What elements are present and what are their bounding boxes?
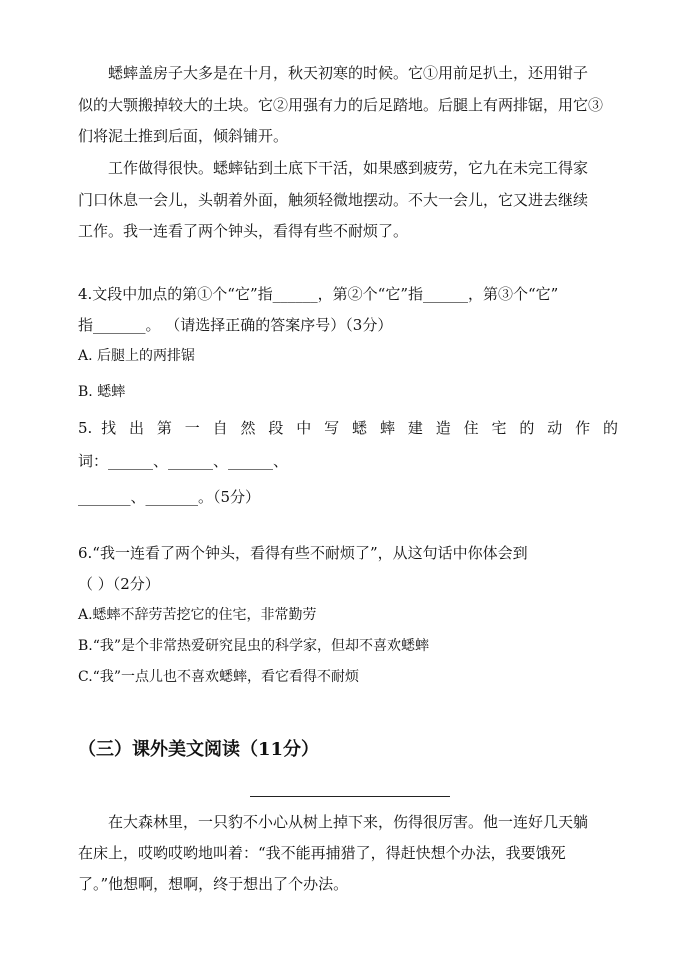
passage1-line-4: 工作做得很快。蟋蟀钻到土底下干活，如果感到疲劳，它九在未完工得家 <box>108 159 589 177</box>
passage1-line-5: 门口休息一会儿，头朝着外面，触须轻微地摆动。不大一会儿，它又进去继续 <box>78 191 589 209</box>
passage2-line-2: 在床上，哎哟哎哟地叫着：“我不能再捕猎了，得赶快想个办法，我要饿死 <box>78 844 566 862</box>
question-5-line-1: 5. 找 出 第 一 自 然 段 中 写 蟋 蟀 建 造 住 宅 的 动 作 的 <box>78 419 618 437</box>
passage2-line-3: 了。”他想啊，想啊，终于想出了个办法。 <box>78 875 349 893</box>
story-title-blank <box>250 796 450 797</box>
passage1-line-2: 似的大颚搬掉较大的土块。它②用强有力的后足踏地。后腿上有两排锯，用它③ <box>78 96 604 114</box>
question-4-line-1: 4.文段中加点的第①个“它”指______，第②个“它”指______，第③个“它” <box>78 285 559 303</box>
question-6-line-1: 6.“我一连看了两个钟头，看得有些不耐烦了”，从这句话中你体会到 <box>78 544 528 562</box>
passage2-line-1: 在大森林里，一只豹不小心从树上掉下来，伤得很厉害。他一连好几天躺 <box>108 813 589 831</box>
question-5-line-2: 词：______、______、______、 <box>78 452 289 470</box>
passage1-line-3: 们将泥土推到后面，倾斜铺开。 <box>78 127 289 145</box>
question-4-option-b: B. 蟋蟀 <box>78 384 126 400</box>
question-4-option-a: A. 后腿上的两排锯 <box>78 348 196 364</box>
passage1-line-1: 蟋蟀盖房子大多是在十月，秋天初寒的时候。它①用前足扒土，还用钳子 <box>108 64 589 82</box>
section-3-heading: （三）课外美文阅读（11分） <box>78 739 320 760</box>
question-6-line-2: （ ）（2分） <box>78 575 160 593</box>
question-4-line-2: 指_______。 （请选择正确的答案序号）（3分） <box>78 316 393 334</box>
passage1-line-6: 工作。我一连看了两个钟头，看得有些不耐烦了。 <box>78 222 409 240</box>
question-6-option-b: B.“我”是个非常热爱研究昆虫的科学家，但却不喜欢蟋蟀 <box>78 638 430 654</box>
question-6-option-c: C.“我”一点儿也不喜欢蟋蟀，看它看得不耐烦 <box>78 669 359 685</box>
question-6-option-a: A.蟋蟀不辞劳苦挖它的住宅，非常勤劳 <box>78 607 317 623</box>
question-5-line-3: _______、_______。（5分） <box>78 488 261 506</box>
